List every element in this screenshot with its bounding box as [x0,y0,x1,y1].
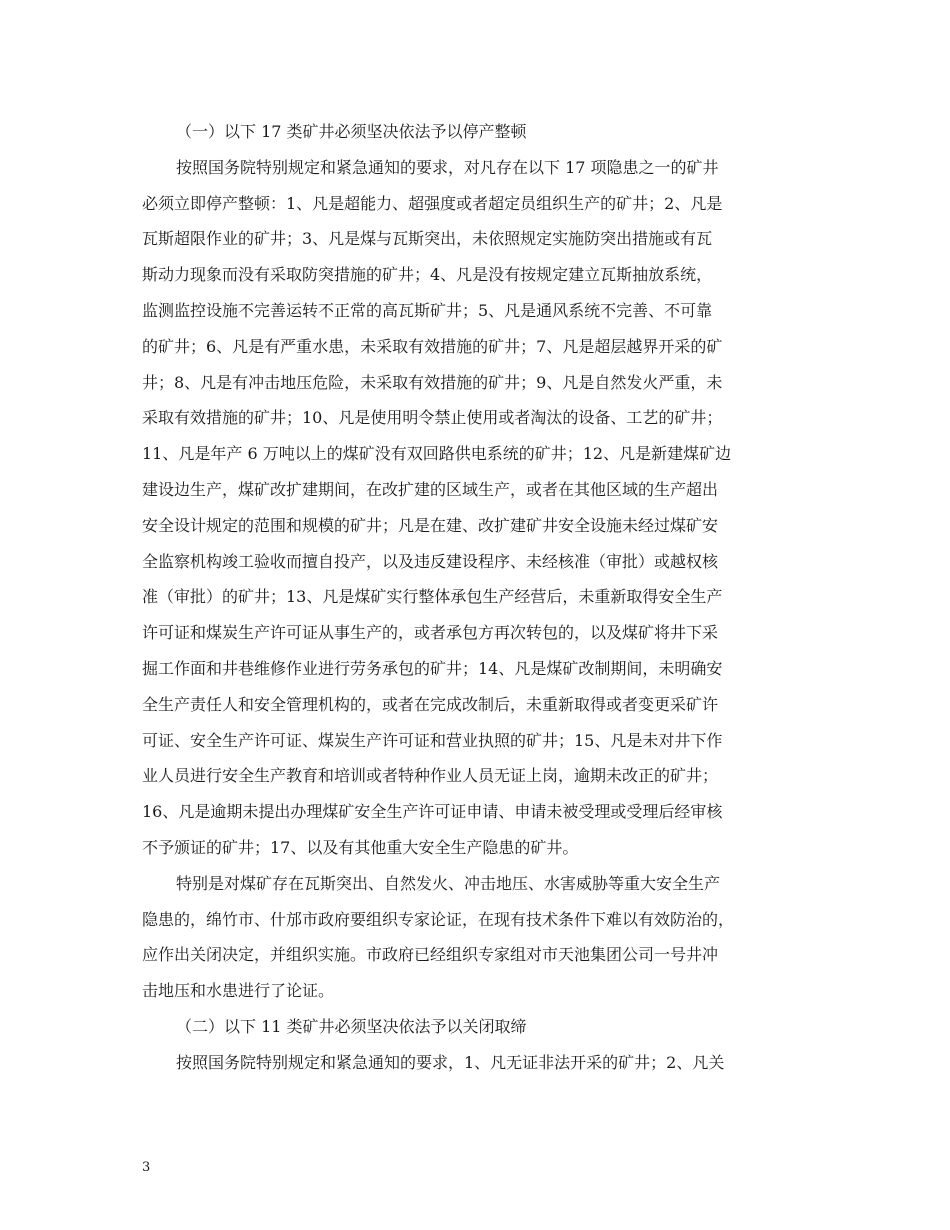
paragraph-line: 必须立即停产整顿：1、凡是超能力、超强度或者超定员组织生产的矿井；2、凡是 [142,193,723,213]
paragraph-line: 业人员进行安全生产教育和培训或者特种作业人员无证上岗，逾期未改正的矿井； [142,766,719,786]
paragraph-line: 击地压和水患进行了论证。 [142,981,335,1001]
document-body [142,114,812,1081]
paragraph-line: 应作出关闭决定，并组织实施。市政府已经组织专家组对市天池集团公司一号井冲 [142,945,719,965]
section-heading-2: （二）以下 11 类矿井必须坚决依法予以关闭取缔 [176,1016,527,1036]
paragraph-line: 建设边生产，煤矿改扩建期间，在改扩建的区域生产，或者在其他区域的生产超出 [142,479,719,499]
paragraph-line: 采取有效措施的矿井；10、凡是使用明令禁止使用或者淘汰的设备、工艺的矿井； [142,408,723,428]
paragraph-line: 监测监控设施不完善运转不正常的高瓦斯矿井；5、凡是通风系统不完善、不可靠 [142,300,713,320]
paragraph-line: 斯动力现象而没有采取防突措施的矿井；4、凡是没有按规定建立瓦斯抽放系统， [142,265,713,285]
paragraph-line: 全监察机构竣工验收而擅自投产，以及违反建设程序、未经核准（审批）或越权核 [142,551,719,571]
paragraph-line: 安全设计规定的范围和规模的矿井；凡是在建、改扩建矿井安全设施未经过煤矿安 [142,515,719,535]
paragraph-line: 按照国务院特别规定和紧急通知的要求，对凡存在以下 17 项隐患之一的矿井 [176,157,719,177]
paragraph-line: 的矿井；6、凡是有严重水患，未采取有效措施的矿井；7、凡是超层越界开采的矿 [142,336,723,356]
paragraph-line: 11、凡是年产 6 万吨以上的煤矿没有双回路供电系统的矿井；12、凡是新建煤矿边 [142,444,732,464]
paragraph-line: 瓦斯超限作业的矿井；3、凡是煤与瓦斯突出，未依照规定实施防突出措施或有瓦 [142,229,713,249]
paragraph-line: 全生产责任人和安全管理机构的，或者在完成改制后，未重新取得或者变更采矿许 [142,694,719,714]
paragraph-line: 许可证和煤炭生产许可证从事生产的，或者承包方再次转包的，以及煤矿将井下采 [142,623,719,643]
section-heading-1: （一）以下 17 类矿井必须坚决依法予以停产整顿 [176,122,527,141]
paragraph-line: 特别是对煤矿存在瓦斯突出、自然发火、冲击地压、水害威胁等重大安全生产 [176,873,721,893]
paragraph-line: 可证、安全生产许可证、煤炭生产许可证和营业执照的矿井；15、凡是未对井下作 [142,730,723,750]
page-number: 3 [142,1160,151,1175]
paragraph-line: 隐患的，绵竹市、什邡市政府要组织专家论证，在现有技术条件下难以有效防治的， [142,909,735,929]
paragraph-line: 掘工作面和井巷维修作业进行劳务承包的矿井；14、凡是煤矿改制期间，未明确安 [142,658,723,678]
paragraph-line: 准（审批）的矿井；13、凡是煤矿实行整体承包生产经营后，未重新取得安全生产 [142,587,723,607]
paragraph-line: 16、凡是逾期未提出办理煤矿安全生产许可证申请、申请未被受理或受理后经审核 [142,802,723,822]
paragraph-line: 不予颁证的矿井；17、以及有其他重大安全生产隐患的矿井。 [142,837,579,857]
paragraph-line: 井；8、凡是有冲击地压危险，未采取有效措施的矿井；9、凡是自然发火严重，未 [142,372,723,392]
paragraph-line: 按照国务院特别规定和紧急通知的要求，1、凡无证非法开采的矿井；2、凡关 [176,1052,725,1072]
